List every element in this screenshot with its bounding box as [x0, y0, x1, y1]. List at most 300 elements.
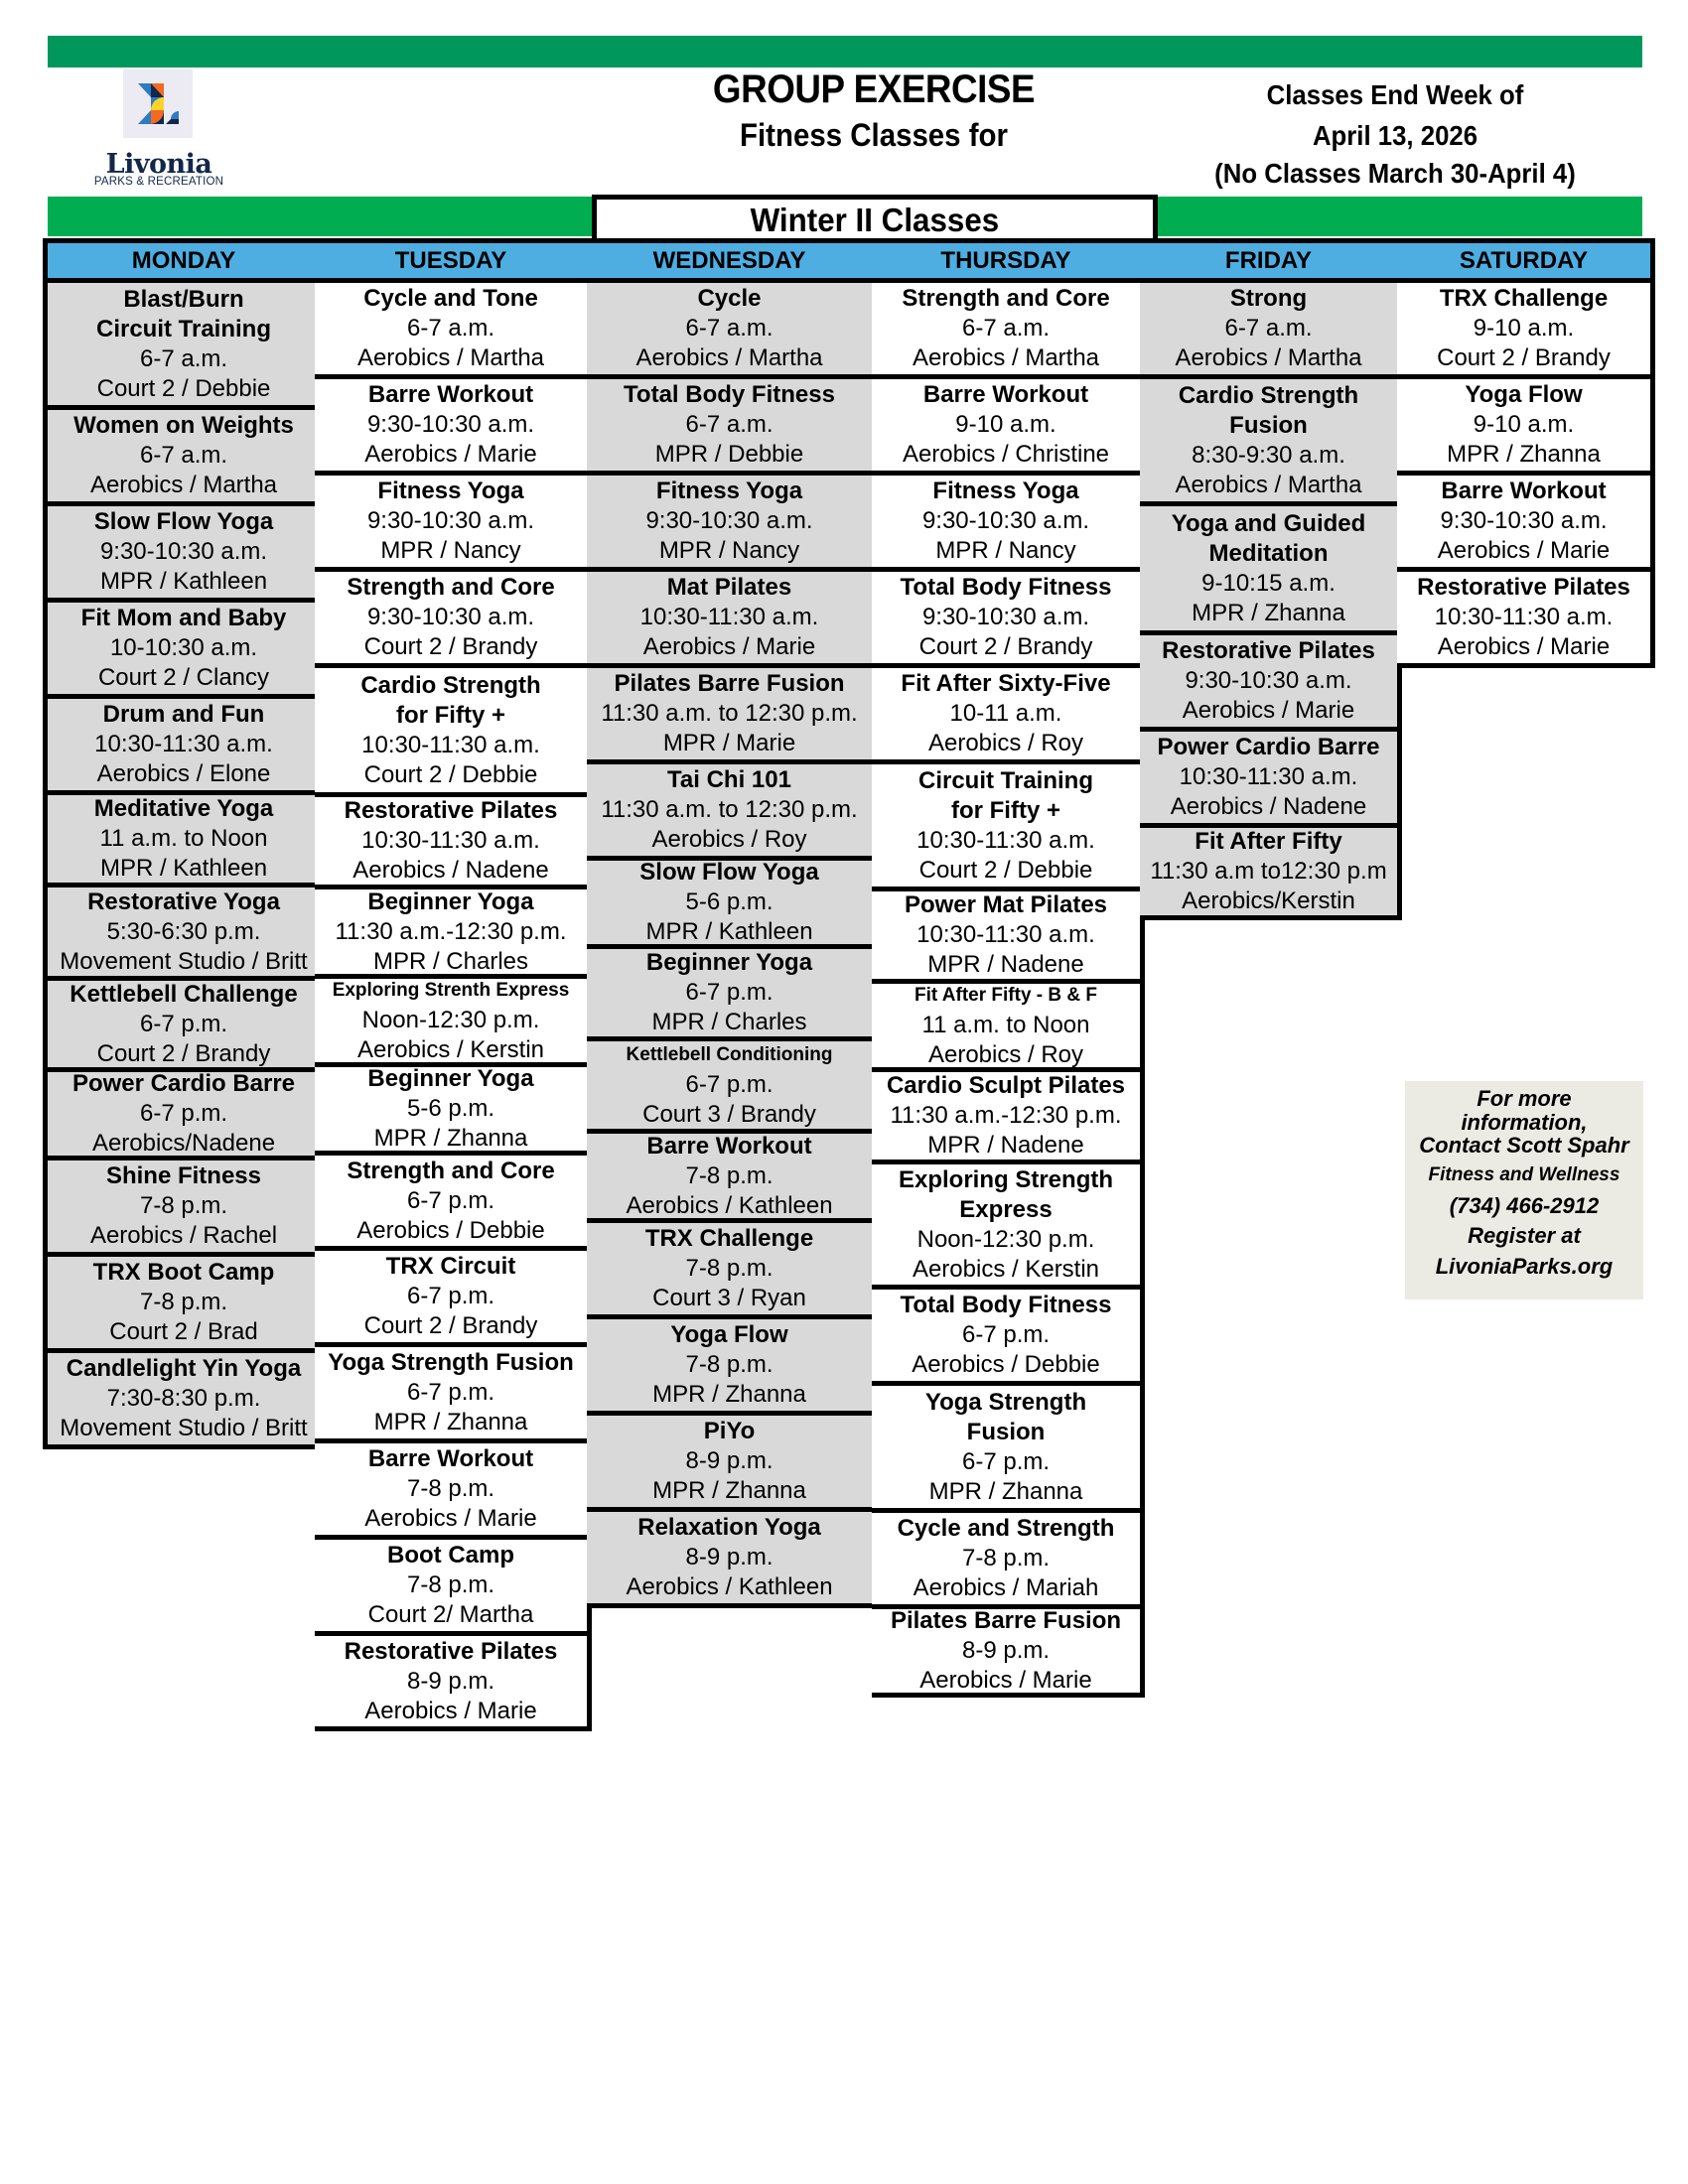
class-time: 9:30-10:30 a.m. — [99, 538, 268, 565]
class-name: Power Cardio Barre — [1157, 734, 1380, 760]
class-location: MPR / Zhanna — [1192, 599, 1345, 626]
class-name: Power Mat Pilates — [904, 891, 1108, 918]
class-name: Fitness Yoga — [377, 478, 524, 504]
class-name-line2: Express — [959, 1195, 1053, 1223]
class-name: Cardio Strength — [1178, 381, 1359, 409]
class-name: Strength and Core — [347, 1157, 555, 1184]
class-name: Total Body Fitness — [900, 1292, 1112, 1318]
class-location: MPR / Kathleen — [99, 855, 268, 882]
class-time: 6-7 a.m. — [685, 411, 774, 438]
class-cell — [315, 1251, 587, 1347]
class-time: 10:30-11:30 a.m. — [1434, 604, 1614, 630]
class-cell — [872, 1164, 1140, 1290]
class-name: Women on Weights — [73, 412, 294, 439]
class-location: Aerobics / Kathleen — [626, 1191, 833, 1219]
class-name: Kettlebell Conditioning — [626, 1044, 833, 1065]
class-location: MPR / Zhanna — [373, 1125, 528, 1152]
class-time: 9:30-10:30 a.m. — [921, 507, 1090, 534]
class-time: 10-11 a.m. — [949, 700, 1062, 727]
day-header-saturday: SATURDAY — [1397, 238, 1650, 283]
class-name: Strength and Core — [902, 285, 1110, 312]
class-time: 6-7 p.m. — [961, 1321, 1051, 1348]
class-name: Strong — [1229, 285, 1308, 312]
class-time: 11 a.m. to Noon — [99, 825, 268, 852]
class-time: 10:30-11:30 a.m. — [94, 731, 273, 757]
class-time: 5-6 p.m. — [685, 888, 774, 915]
class-location: Aerobics / Martha — [1175, 344, 1362, 371]
class-cell — [48, 887, 320, 981]
class-cell — [587, 379, 872, 476]
class-cell — [587, 476, 872, 572]
class-location: Aerobics / Christine — [902, 441, 1110, 468]
class-name: Restorative Pilates — [1417, 574, 1630, 601]
class-name: Yoga Flow — [1465, 381, 1583, 408]
class-cell — [587, 1041, 872, 1134]
class-name: Cycle and Tone — [363, 285, 538, 312]
day-column-thursday — [872, 238, 1145, 1698]
class-cell — [1397, 572, 1650, 668]
page-title: GROUP EXERCISE — [712, 68, 1036, 111]
class-location: Court 2 / Debbie — [918, 856, 1093, 884]
class-name: Barre Workout — [367, 381, 534, 408]
class-name: Candlelight Yin Yoga — [66, 1355, 302, 1382]
class-cell — [315, 1443, 587, 1540]
day-header-thursday: THURSDAY — [872, 238, 1140, 283]
class-cell — [48, 1160, 320, 1257]
class-cell — [48, 1072, 320, 1160]
class-location: MPR / Nancy — [380, 537, 521, 564]
class-location: Aerobics / Marie — [919, 1667, 1092, 1694]
class-name: Fitness Yoga — [932, 478, 1079, 504]
class-time: 10:30-11:30 a.m. — [916, 826, 1095, 854]
class-name: PiYo — [703, 1418, 756, 1444]
class-time: 5-6 p.m. — [406, 1095, 495, 1122]
class-cell — [315, 283, 587, 379]
logo-subtitle: PARKS & RECREATION — [93, 176, 224, 188]
class-name: TRX Boot Camp — [92, 1259, 275, 1286]
class-time: 11 a.m. to Noon — [921, 1012, 1090, 1038]
class-location: Aerobics / Debbie — [912, 1351, 1100, 1378]
class-location: Aerobics / Marie — [1437, 537, 1611, 564]
class-location: Aerobics / Kathleen — [626, 1573, 833, 1600]
class-name: Yoga Strength — [924, 1388, 1087, 1416]
class-time: 9-10 a.m. — [1473, 315, 1575, 341]
class-time: 9-10:15 a.m. — [1201, 569, 1336, 597]
class-time: 6-7 a.m. — [961, 315, 1051, 341]
class-time: 6-7 a.m. — [139, 442, 228, 469]
class-time: 10:30-11:30 a.m. — [1179, 763, 1358, 790]
class-location: MPR / Zhanna — [652, 1381, 806, 1408]
class-cell — [587, 283, 872, 379]
day-header-monday: MONDAY — [48, 238, 320, 283]
green-band-right — [1154, 197, 1642, 236]
class-time: 11:30 a.m to12:30 p.m — [1150, 858, 1387, 885]
class-time: 8-9 p.m. — [685, 1544, 774, 1570]
class-name: Cardio Strength — [360, 671, 541, 699]
class-location: Court 2 / Brandy — [1437, 344, 1611, 371]
class-time: 7-8 p.m. — [406, 1571, 495, 1598]
class-name: Cycle and Strength — [897, 1515, 1115, 1542]
class-name: TRX Circuit — [385, 1253, 516, 1280]
class-location: Aerobics / Marie — [364, 1697, 537, 1724]
class-name: Boot Camp — [387, 1542, 514, 1569]
class-cell — [315, 979, 587, 1067]
class-location: Aerobics / Debbie — [356, 1216, 545, 1244]
class-name-line2: for Fifty + — [950, 796, 1060, 824]
class-cell — [872, 572, 1140, 668]
class-name-line2: Circuit Training — [95, 315, 271, 342]
day-header-friday: FRIDAY — [1140, 238, 1397, 283]
class-cell — [315, 476, 587, 572]
day-column-tuesday — [315, 238, 592, 1731]
class-location: Court 2 / Brandy — [363, 633, 538, 660]
class-cell — [1140, 828, 1397, 920]
class-name: Cycle — [697, 285, 762, 312]
class-name: Restorative Pilates — [1162, 637, 1375, 664]
register-label: Register at — [1468, 1223, 1581, 1248]
class-name: Strength and Core — [347, 574, 555, 601]
day-header-wednesday: WEDNESDAY — [587, 238, 872, 283]
class-location: Aerobics / Roy — [651, 826, 807, 853]
class-name: Beginner Yoga — [367, 889, 534, 915]
class-time: 9:30-10:30 a.m. — [366, 604, 535, 630]
class-cell — [587, 764, 872, 861]
season-label: Winter II Classes — [592, 195, 1158, 239]
class-name: TRX Challenge — [644, 1225, 814, 1252]
class-name: Fit After Sixty-Five — [901, 670, 1111, 697]
class-cell — [587, 1223, 872, 1319]
class-location: Aerobics / Marie — [364, 1505, 537, 1532]
class-location: MPR / Zhanna — [928, 1477, 1083, 1505]
class-location: Court 2 / Brad — [109, 1318, 258, 1345]
page-subtitle: Fitness Classes for — [740, 117, 1008, 153]
class-name: Barre Workout — [1441, 478, 1607, 504]
class-name: Fitness Yoga — [655, 478, 803, 504]
class-location: Aerobics / Mariah — [913, 1574, 1099, 1601]
day-column-wednesday — [587, 238, 877, 1608]
class-cell — [1140, 379, 1397, 506]
class-location: Movement Studio / Britt — [60, 1415, 308, 1441]
class-cell — [872, 1513, 1140, 1609]
class-location: MPR / Zhanna — [652, 1477, 806, 1504]
class-location: MPR / Nancy — [935, 537, 1076, 564]
class-cell — [587, 572, 872, 668]
class-cell — [1140, 283, 1397, 379]
class-time: 8-9 p.m. — [685, 1447, 774, 1474]
class-location: MPR / Nadene — [927, 1132, 1084, 1159]
class-location: Court 2 / Debbie — [96, 374, 271, 402]
class-name-line2: Fusion — [966, 1418, 1046, 1445]
class-time: 11:30 a.m. to 12:30 p.m. — [601, 796, 858, 823]
class-cell — [587, 1134, 872, 1223]
class-location: MPR / Nadene — [927, 951, 1084, 978]
class-time: 7-8 p.m. — [139, 1289, 228, 1315]
class-name: Yoga Strength Fusion — [328, 1349, 574, 1376]
class-name: Relaxation Yoga — [637, 1514, 821, 1541]
class-time: 7-8 p.m. — [961, 1545, 1051, 1571]
class-name: Total Body Fitness — [900, 574, 1112, 601]
class-location: Court 3 / Brandy — [642, 1101, 816, 1128]
class-location: Court 2 / Brandy — [918, 633, 1093, 660]
class-time: 9:30-10:30 a.m. — [1185, 667, 1352, 694]
class-name: Pilates Barre Fusion — [614, 670, 845, 697]
day-column-friday — [1140, 238, 1402, 920]
class-time: 10:30-11:30 a.m. — [361, 731, 540, 758]
class-cell — [48, 699, 320, 795]
class-cell — [315, 797, 587, 889]
class-location: Court 2 / Clancy — [97, 664, 270, 691]
class-cell — [315, 1067, 587, 1156]
class-name: Slow Flow Yoga — [93, 508, 274, 535]
class-time: 6-7 a.m. — [139, 344, 228, 372]
class-time: 7-8 p.m. — [685, 1161, 774, 1189]
class-name: Fit After Fifty - B & F — [914, 985, 1097, 1006]
department: Fitness and Wellness — [1428, 1164, 1620, 1185]
class-name-line2: Fusion — [1229, 411, 1308, 439]
day-column-saturday — [1397, 238, 1655, 668]
class-cell — [872, 668, 1140, 764]
class-cell — [872, 1609, 1140, 1698]
class-time: 9:30-10:30 a.m. — [366, 411, 535, 438]
class-time: 10:30-11:30 a.m. — [361, 827, 540, 854]
contact-info-box — [1405, 1081, 1643, 1299]
class-name: Power Cardio Barre — [71, 1072, 296, 1097]
class-name: Restorative Pilates — [344, 1637, 558, 1665]
class-name: Beginner Yoga — [367, 1067, 534, 1092]
class-location: Aerobics / Martha — [89, 472, 278, 498]
class-cell — [587, 1319, 872, 1416]
livonia-l-icon — [123, 69, 193, 138]
class-location: Aerobics / Roy — [927, 1041, 1084, 1068]
class-location: MPR / Kathleen — [645, 918, 813, 945]
class-cell — [48, 506, 320, 603]
class-time: 6-7 p.m. — [406, 1186, 495, 1214]
info-line-2: information, — [1461, 1110, 1588, 1135]
class-name: Yoga and Guided — [1171, 509, 1366, 537]
class-name: Beginner Yoga — [645, 949, 813, 976]
website-link[interactable]: LivoniaParks.org — [1435, 1254, 1614, 1279]
class-location: Aerobics / Martha — [912, 344, 1100, 371]
class-cell — [587, 668, 872, 764]
class-name: Restorative Pilates — [344, 797, 558, 824]
class-cell — [315, 379, 587, 476]
class-name-line2: for Fifty + — [395, 701, 505, 729]
class-cell — [315, 1347, 587, 1443]
class-cell — [48, 410, 320, 506]
class-cell — [48, 1353, 320, 1449]
class-time: 6-7 p.m. — [961, 1447, 1051, 1475]
class-time: 7-8 p.m. — [685, 1351, 774, 1378]
class-cell — [315, 1156, 587, 1251]
class-time: 6-7 p.m. — [685, 979, 774, 1006]
class-cell — [1140, 506, 1397, 635]
class-location: MPR / Kathleen — [99, 568, 268, 595]
class-location: Aerobics / Marie — [364, 441, 537, 468]
class-time: 7-8 p.m. — [406, 1475, 495, 1502]
class-time: 11:30 a.m. to 12:30 p.m. — [601, 700, 858, 727]
class-time: 9-10 a.m. — [955, 411, 1056, 438]
class-time: 9:30-10:30 a.m. — [366, 507, 535, 534]
class-cell — [315, 1636, 587, 1731]
end-date: April 13, 2026 — [1312, 120, 1478, 151]
class-name: Kettlebell Challenge — [70, 981, 298, 1008]
class-location: MPR / Charles — [372, 947, 529, 975]
class-cell — [872, 1290, 1140, 1386]
class-time: 8-9 p.m. — [406, 1667, 495, 1695]
class-time: 9:30-10:30 a.m. — [645, 507, 813, 534]
end-notice-line1: Classes End Week of — [1266, 79, 1524, 110]
class-cell — [587, 949, 872, 1041]
class-time: 6-7 p.m. — [406, 1283, 495, 1309]
class-location: Court 2 / Brandy — [96, 1039, 271, 1067]
class-time: 6-7 p.m. — [685, 1071, 774, 1098]
class-time: 8:30-9:30 a.m. — [1192, 441, 1345, 469]
class-location: MPR / Zhanna — [373, 1409, 528, 1435]
livonia-logo — [123, 69, 193, 138]
day-header-tuesday: TUESDAY — [315, 238, 587, 283]
class-name: Meditative Yoga — [93, 795, 274, 822]
class-time: 7-8 p.m. — [685, 1255, 774, 1282]
class-name: Exploring Strenth Express — [332, 980, 570, 1001]
class-cell — [872, 283, 1140, 379]
class-location: Aerobics/Nadene — [91, 1130, 276, 1157]
class-location: MPR / Nancy — [658, 537, 800, 564]
class-cell — [48, 1257, 320, 1353]
class-location: Movement Studio / Britt — [60, 947, 308, 975]
class-name: Exploring Strength — [899, 1165, 1113, 1193]
class-time: 6-7 a.m. — [406, 315, 495, 341]
class-time: Noon-12:30 p.m. — [361, 1007, 540, 1033]
class-cell — [587, 1512, 872, 1608]
class-name: Mat Pilates — [666, 574, 792, 601]
logo-wordmark: Livonia — [105, 149, 212, 180]
class-name: Restorative Yoga — [87, 887, 280, 915]
class-time: 9-10 a.m. — [1473, 411, 1575, 438]
class-name: Cardio Sculpt Pilates — [886, 1072, 1126, 1099]
class-time: 9:30-10:30 a.m. — [921, 604, 1090, 630]
class-cell — [1397, 476, 1650, 572]
phone-number: (734) 466-2912 — [1449, 1193, 1600, 1218]
class-time: 7:30-8:30 p.m. — [106, 1385, 261, 1412]
class-location: Court 2 / Brandy — [363, 1312, 538, 1339]
class-location: Aerobics / Marie — [642, 633, 816, 660]
class-name: Slow Flow Yoga — [639, 861, 819, 886]
class-cell — [1397, 379, 1650, 476]
class-cell — [587, 861, 872, 949]
class-name: Tai Chi 101 — [667, 766, 791, 793]
no-class-notice: (No Classes March 30-April 4) — [1214, 158, 1576, 189]
class-time: Noon-12:30 p.m. — [916, 1225, 1095, 1253]
class-cell — [1140, 635, 1397, 732]
class-location: MPR / Marie — [662, 730, 796, 756]
class-location: Aerobics / Rachel — [89, 1222, 278, 1249]
class-cell — [1397, 283, 1650, 379]
class-location: Court 2/ Martha — [367, 1601, 534, 1628]
class-cell — [872, 764, 1140, 891]
class-name: Shine Fitness — [105, 1162, 262, 1189]
class-location: MPR / Debbie — [654, 441, 804, 468]
class-cell — [1140, 732, 1397, 828]
class-name: Pilates Barre Fusion — [890, 1609, 1122, 1634]
contact-name: Contact Scott Spahr — [1419, 1134, 1629, 1158]
class-location: Aerobics / Elone — [96, 760, 271, 787]
class-cell — [587, 1416, 872, 1512]
class-time: 8-9 p.m. — [961, 1637, 1051, 1664]
class-location: MPR / Zhanna — [1447, 441, 1601, 468]
class-location: Aerobics / Roy — [927, 730, 1084, 756]
class-name: Blast/Burn — [123, 285, 244, 313]
class-time: 11:30 a.m.-12:30 p.m. — [335, 917, 567, 945]
class-name: Fit After Fifty — [1195, 828, 1342, 855]
class-location: Court 3 / Ryan — [652, 1285, 806, 1311]
class-cell — [872, 476, 1140, 572]
class-name: TRX Challenge — [1439, 285, 1609, 312]
class-time: 5:30-6:30 p.m. — [106, 917, 261, 945]
class-time: 7-8 p.m. — [139, 1192, 228, 1219]
class-time: 6-7 a.m. — [1224, 315, 1313, 341]
class-location: MPR / Charles — [651, 1009, 807, 1035]
class-time: 6-7 a.m. — [685, 315, 774, 341]
class-time: 10:30-11:30 a.m. — [916, 921, 1095, 948]
class-cell — [872, 984, 1140, 1072]
class-name-line2: Meditation — [1208, 539, 1329, 567]
class-cell — [315, 1540, 587, 1636]
class-location: Aerobics / Martha — [1175, 471, 1362, 498]
class-location: Aerobics / Kerstin — [356, 1036, 545, 1063]
class-time: 6-7 p.m. — [406, 1379, 495, 1406]
class-name: Drum and Fun — [102, 701, 265, 728]
class-cell — [315, 889, 587, 979]
class-name: Barre Workout — [922, 381, 1089, 408]
class-cell — [48, 283, 320, 410]
class-name: Circuit Training — [917, 766, 1093, 794]
class-time: 11:30 a.m.-12:30 p.m. — [890, 1102, 1122, 1129]
class-location: Aerobics / Kerstin — [912, 1255, 1100, 1283]
class-time: 10:30-11:30 a.m. — [639, 604, 819, 630]
class-name: Barre Workout — [646, 1134, 812, 1160]
class-cell — [872, 891, 1140, 984]
class-name: Fit Mom and Baby — [80, 605, 287, 631]
class-time: 9:30-10:30 a.m. — [1440, 507, 1608, 534]
info-line-1: For more — [1477, 1086, 1572, 1111]
class-location: Court 2 / Debbie — [363, 760, 538, 788]
class-cell — [872, 1072, 1140, 1164]
class-time: 10-10:30 a.m. — [109, 634, 258, 661]
top-green-bar — [48, 36, 1642, 68]
class-cell — [48, 795, 320, 887]
class-cell — [315, 668, 587, 797]
class-location: Aerobics / Martha — [356, 344, 545, 371]
class-location: Aerobics/Kerstin — [1182, 887, 1355, 914]
class-cell — [315, 572, 587, 668]
class-location: Aerobics / Nadene — [352, 857, 549, 884]
class-name: Total Body Fitness — [624, 381, 835, 408]
class-location: Aerobics / Nadene — [1170, 793, 1367, 820]
class-location: Aerobics / Marie — [1182, 697, 1355, 724]
class-cell — [48, 603, 320, 699]
green-band-left — [48, 197, 592, 236]
class-location: Aerobics / Marie — [1437, 633, 1611, 660]
class-cell — [872, 1386, 1140, 1513]
class-time: 6-7 p.m. — [139, 1010, 228, 1037]
class-location: Aerobics / Martha — [635, 344, 823, 371]
class-name: Yoga Flow — [670, 1321, 788, 1348]
class-time: 6-7 p.m. — [139, 1100, 228, 1127]
class-cell — [872, 379, 1140, 476]
class-name: Barre Workout — [367, 1445, 534, 1472]
class-cell — [48, 981, 320, 1072]
day-column-monday — [43, 238, 325, 1449]
